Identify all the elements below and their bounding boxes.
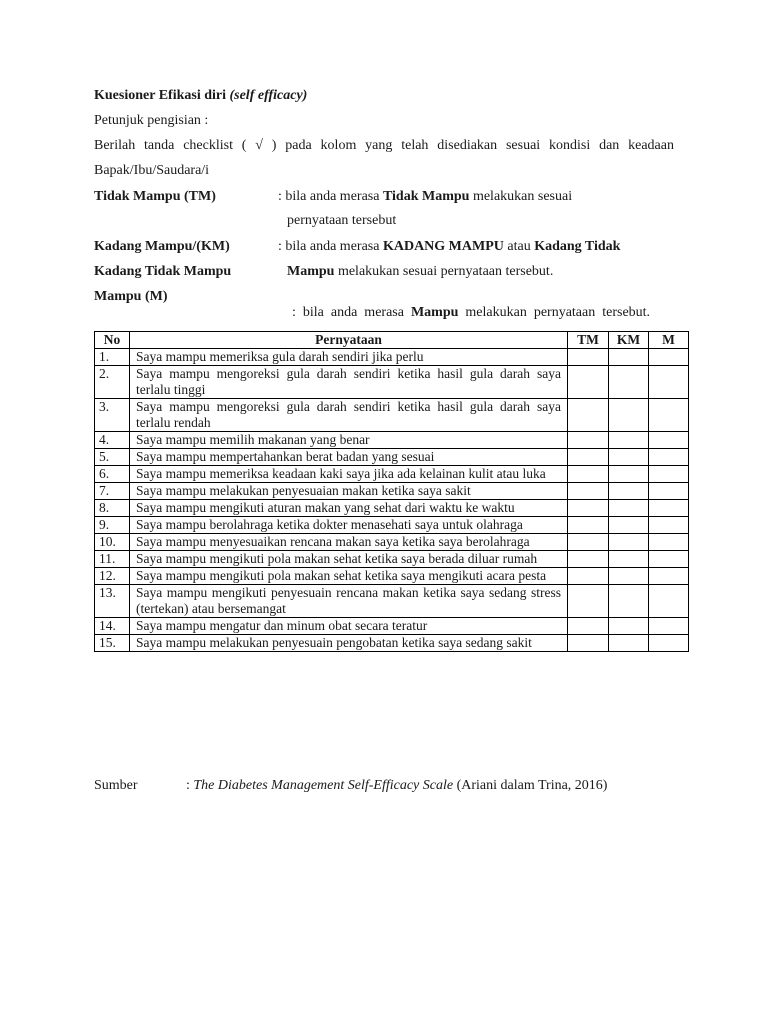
row-statement: Saya mampu mengikuti penyesuain rencana makan ketika saya sedang stress (tertekan) atau bersemangat [130,585,568,618]
row-number: 14. [95,618,130,635]
row-statement: Saya mampu mengatur dan minum obat secara teratur [130,618,568,635]
checkbox-cell-m[interactable] [649,449,689,466]
checkbox-cell-tm[interactable] [568,635,609,652]
table-row [95,483,689,500]
row-statement: Saya mampu mengikuti aturan makan yang sehat dari waktu ke waktu [130,500,568,517]
checkbox-cell-m[interactable] [649,432,689,449]
checkbox-cell-tm[interactable] [568,618,609,635]
table-header-row [95,332,689,349]
km-def-cont-bold: Mampu [287,264,335,279]
table-row [95,568,689,585]
questionnaire-table [94,331,689,652]
row-number: 13. [95,585,130,618]
checkbox-cell-km[interactable] [609,366,649,399]
title-main: Kuesioner Efikasi diri [94,88,230,103]
checkbox-cell-m[interactable] [649,618,689,635]
km-def-pre: : bila anda merasa [278,239,383,254]
checkbox-cell-tm[interactable] [568,432,609,449]
row-number: 1. [95,349,130,366]
row-statement: Saya mampu mengoreksi gula darah sendiri ketika hasil gula darah saya terlalu rendah [130,399,568,432]
m-label: Mampu (M) [94,289,168,304]
checkbox-cell-km[interactable] [609,449,649,466]
m-def-post: melakukan pernyataan tersebut. [458,305,651,320]
checkbox-cell-tm[interactable] [568,534,609,551]
km-label-1: Kadang Mampu/(KM) [94,239,230,254]
row-number: 7. [95,483,130,500]
table-row [95,366,689,399]
row-number: 4. [95,432,130,449]
title-italic: (self efficacy) [229,88,308,103]
instructions-line-1: Berilah tanda checklist ( √ ) pada kolom yang telah disediakan sesuai kondisi dan keadaan [94,138,674,153]
checkbox-cell-tm[interactable] [568,449,609,466]
tm-def-pre: : bila anda merasa [278,189,383,204]
tm-def-bold: Tidak Mampu [382,189,470,204]
checkbox-cell-tm[interactable] [568,349,609,366]
table-row [95,349,689,366]
row-statement: Saya mampu menyesuaikan rencana makan saya ketika saya berolahraga [130,534,568,551]
row-statement: Saya mampu memeriksa gula darah sendiri jika perlu [130,349,568,366]
table-row [95,585,689,618]
header-km: KM [609,332,649,349]
header-m: M [649,332,689,349]
table-row [95,618,689,635]
source-citation [94,778,608,794]
instructions-heading: Petunjuk pengisian : [94,113,209,128]
checkbox-cell-km[interactable] [609,635,649,652]
checkbox-cell-km[interactable] [609,466,649,483]
row-number: 11. [95,551,130,568]
row-number: 9. [95,517,130,534]
checkbox-cell-km[interactable] [609,432,649,449]
km-def-bold-2: Kadang Tidak [534,239,621,254]
checkbox-cell-km[interactable] [609,399,649,432]
checkbox-cell-tm[interactable] [568,517,609,534]
source-label: Sumber [94,778,138,793]
m-definition [278,289,650,337]
row-statement: Saya mampu memeriksa keadaan kaki saya jika ada kelainan kulit atau luka [130,466,568,483]
tm-definition [278,189,572,205]
checkbox-cell-km[interactable] [609,349,649,366]
checkbox-cell-m[interactable] [649,585,689,618]
km-definition [278,239,620,255]
checkbox-cell-km[interactable] [609,500,649,517]
m-def-pre: : bila anda merasa [292,305,411,320]
km-definition-cont [287,264,553,280]
table-row [95,551,689,568]
checkbox-cell-m[interactable] [649,568,689,585]
checkbox-cell-km[interactable] [609,585,649,618]
table-row [95,517,689,534]
checkbox-cell-m[interactable] [649,534,689,551]
row-number: 15. [95,635,130,652]
tm-label: Tidak Mampu (TM) [94,189,216,204]
table-row [95,500,689,517]
row-statement: Saya mampu melakukan penyesuain pengobatan ketika saya sedang sakit [130,635,568,652]
instructions-line-2: Bapak/Ibu/Saudara/i [94,163,210,178]
checkbox-cell-tm[interactable] [568,466,609,483]
row-number: 12. [95,568,130,585]
tm-definition-cont: pernyataan tersebut [287,213,397,228]
checkbox-cell-km[interactable] [609,517,649,534]
checkbox-cell-m[interactable] [649,500,689,517]
table-row [95,466,689,483]
row-number: 10. [95,534,130,551]
km-def-cont-post: melakukan sesuai pernyataan tersebut. [334,264,554,279]
source-author: (Ariani dalam Trina, 2016) [453,778,608,793]
row-number: 3. [95,399,130,432]
checkbox-cell-m[interactable] [649,399,689,432]
row-statement: Saya mampu mengikuti pola makan sehat ketika saya mengikuti acara pesta [130,568,568,585]
checkbox-cell-m[interactable] [649,366,689,399]
checkbox-cell-km[interactable] [609,483,649,500]
checkbox-cell-km[interactable] [609,551,649,568]
checkbox-cell-m[interactable] [649,635,689,652]
checkbox-cell-m[interactable] [649,551,689,568]
header-no: No [95,332,130,349]
row-statement: Saya mampu melakukan penyesuaian makan ketika saya sakit [130,483,568,500]
checkbox-cell-km[interactable] [609,568,649,585]
checkbox-cell-tm[interactable] [568,585,609,618]
tm-def-post: melakukan sesuai [469,189,573,204]
table-row [95,449,689,466]
row-statement: Saya mampu berolahraga ketika dokter menasehati saya untuk olahraga [130,517,568,534]
checkbox-cell-km[interactable] [609,534,649,551]
source-title: The Diabetes Management Self-Efficacy Scale [193,778,454,793]
m-def-bold: Mampu [410,305,459,320]
row-statement: Saya mampu mempertahankan berat badan yang sesuai [130,449,568,466]
checkbox-cell-tm[interactable] [568,366,609,399]
header-statement: Pernyataan [130,332,568,349]
checkbox-cell-m[interactable] [649,517,689,534]
km-label-2: Kadang Tidak Mampu [94,264,232,279]
row-statement: Saya mampu mengikuti pola makan sehat ketika saya berada diluar rumah [130,551,568,568]
table-row [95,534,689,551]
source-colon: : [186,778,194,793]
source-text [186,778,607,794]
checkbox-cell-tm[interactable] [568,500,609,517]
table-row [95,635,689,652]
checkbox-cell-tm[interactable] [568,399,609,432]
document-title [94,88,307,104]
row-number: 6. [95,466,130,483]
checkbox-cell-m[interactable] [649,483,689,500]
checkbox-cell-m[interactable] [649,349,689,366]
row-statement: Saya mampu memilih makanan yang benar [130,432,568,449]
row-number: 5. [95,449,130,466]
checkbox-cell-tm[interactable] [568,483,609,500]
km-def-mid: atau [503,239,535,254]
km-def-bold-1: KADANG MAMPU [382,239,504,254]
header-tm: TM [568,332,609,349]
row-number: 8. [95,500,130,517]
checkbox-cell-tm[interactable] [568,551,609,568]
table-row [95,399,689,432]
table-row [95,432,689,449]
row-statement: Saya mampu mengoreksi gula darah sendiri ketika hasil gula darah saya terlalu tinggi [130,366,568,399]
checkbox-cell-tm[interactable] [568,568,609,585]
row-number: 2. [95,366,130,399]
checkbox-cell-km[interactable] [609,618,649,635]
checkbox-cell-m[interactable] [649,466,689,483]
